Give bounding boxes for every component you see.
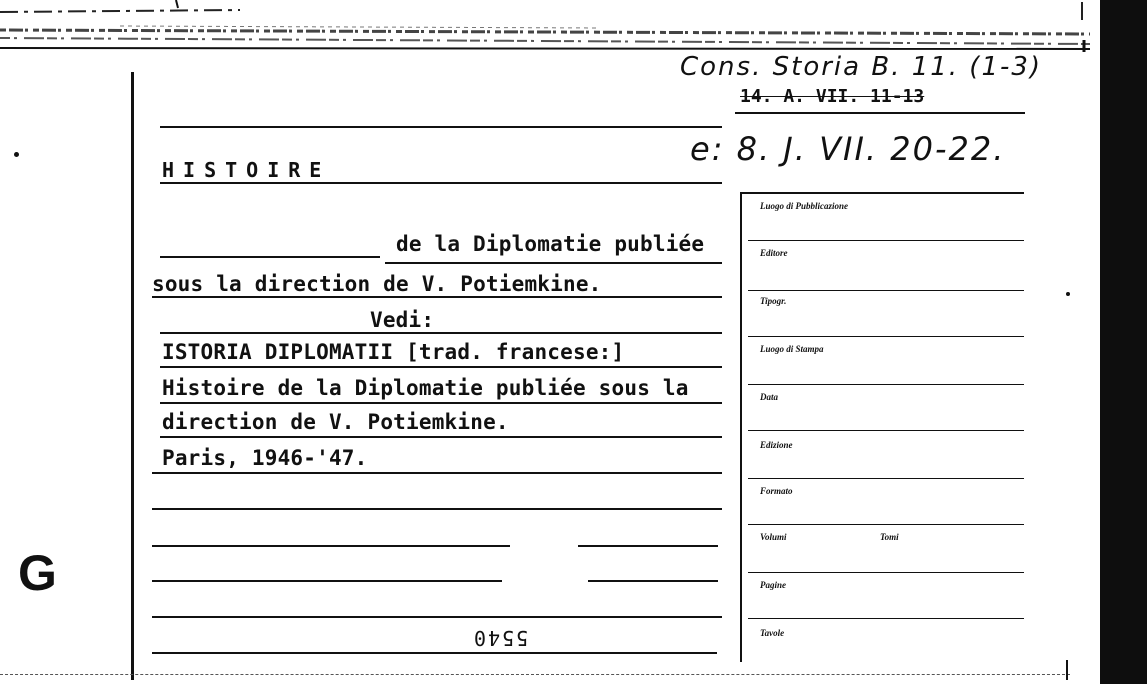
empty-rule — [588, 580, 718, 582]
form-label-volumi: Volumi — [760, 532, 787, 542]
form-rule — [748, 336, 1024, 337]
card-line-4: ISTORIA DIPLOMATII [trad. francese:] — [162, 340, 625, 364]
empty-rule — [152, 580, 502, 582]
line-rule-5 — [160, 402, 722, 404]
form-label-luogo-stampa: Luogo di Stampa — [760, 344, 824, 354]
empty-rule — [152, 545, 510, 547]
scan-corner-mark — [1066, 660, 1068, 680]
form-label-tavole: Tavole — [760, 628, 785, 638]
form-rule — [748, 478, 1024, 479]
line-rule-2 — [152, 296, 722, 298]
card-title: HISTOIRE — [162, 158, 331, 182]
empty-rule — [152, 508, 722, 510]
form-label-data: Data — [760, 392, 778, 402]
inventory-number: 5540 — [472, 626, 529, 650]
left-margin-rule — [131, 72, 134, 680]
form-rule — [748, 572, 1024, 573]
empty-rule — [152, 652, 717, 654]
form-label-luogo-pubblicazione: Luogo di Pubblicazione — [760, 201, 849, 211]
form-label-formato: Formato — [760, 486, 793, 496]
form-label-tomi: Tomi — [880, 532, 899, 542]
form-top-rule — [742, 192, 1024, 194]
shelfmark-struck-text: 14. A. VII. 11-13 — [740, 86, 925, 107]
line-rule-6 — [160, 436, 722, 438]
card-line-7: Paris, 1946-'47. — [162, 446, 368, 470]
blank-rule — [160, 256, 380, 258]
form-rule — [748, 524, 1024, 525]
card-line-2: sous la direction de V. Potiemkine. — [152, 272, 602, 296]
line-rule-3 — [160, 332, 722, 334]
form-rule — [748, 384, 1024, 385]
scan-right-edge — [1100, 0, 1147, 684]
scan-top-edge — [0, 0, 1090, 52]
card-line-1: de la Diplomatie publiée — [396, 232, 705, 256]
form-panel-border — [740, 192, 742, 662]
form-label-editore: Editore — [760, 248, 788, 258]
line-rule-7 — [152, 472, 722, 474]
empty-rule — [578, 545, 718, 547]
form-rule — [748, 240, 1024, 241]
line-rule-4 — [160, 366, 722, 368]
card-line-6: direction de V. Potiemkine. — [162, 410, 509, 434]
shelfmark-underline — [735, 112, 1025, 114]
form-label-tipogr: Tipogr. — [760, 296, 787, 306]
scan-bottom-edge — [0, 674, 1070, 675]
line-rule-1 — [385, 262, 722, 264]
form-label-edizione: Edizione — [760, 440, 793, 450]
title-top-rule — [160, 126, 722, 128]
side-letter: G — [18, 545, 57, 601]
form-rule — [748, 430, 1024, 431]
card-line-5: Histoire de la Diplomatie publiée sous la — [162, 376, 689, 400]
scan-dot — [1066, 292, 1070, 296]
shelfmark-struck — [740, 86, 924, 107]
empty-rule — [152, 616, 722, 618]
card-line-3: Vedi: — [370, 308, 435, 332]
call-number: e: 8. J. VII. 20-22. — [690, 130, 1006, 168]
form-rule — [748, 618, 1024, 619]
form-rule — [748, 290, 1024, 291]
shelfmark-handwritten: Cons. Storia B. 11. (1-3) — [680, 52, 1043, 82]
title-rule — [160, 182, 722, 184]
scan-dot — [14, 152, 19, 157]
form-label-pagine: Pagine — [760, 580, 786, 590]
